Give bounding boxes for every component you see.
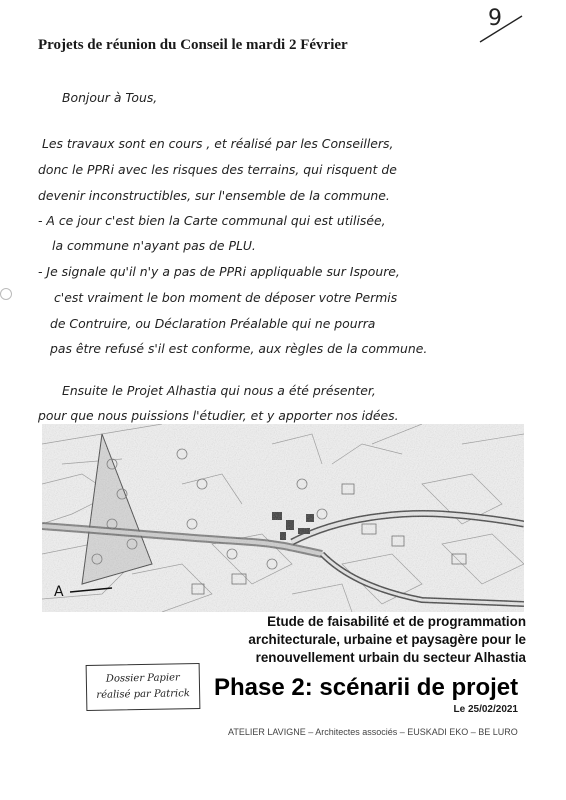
sheet-credits: ATELIER LAVIGNE – Architectes associés – EUSKADI EKO – BE LURO [228, 727, 518, 737]
letter-line: - A ce jour c'est bien la Carte communal qui est utilisée, [38, 213, 386, 228]
site-plan-map [42, 424, 524, 612]
letter-line: - Je signale qu'il n'y a pas de PPRi appliquable sur Ispoure, [38, 264, 400, 279]
study-title-line: Etude de faisabilité et de programmation [267, 614, 526, 629]
study-title-line: renouvellement urbain du secteur Alhastia [255, 650, 526, 665]
page-number: 9 [488, 6, 502, 31]
page-title: Projets de réunion du Conseil le mardi 2 Février [38, 37, 348, 53]
sheet-date: Le 25/02/2021 [453, 704, 518, 715]
letter-line: devenir inconstructibles, sur l'ensemble de la commune. [38, 188, 390, 203]
note-line: Dossier Papier [105, 672, 180, 685]
punch-hole-mark [0, 288, 12, 300]
note-line: réalisé par Patrick [96, 688, 190, 701]
study-title-line: architecturale, urbaine et paysagère pour le [248, 632, 526, 647]
letter-line: pas être refusé s'il est conforme, aux règles de la commune. [50, 341, 428, 356]
north-arrow-label: A [54, 584, 64, 600]
letter-line: Les travaux sont en cours , et réalisé par les Conseillers, [42, 136, 394, 151]
letter-line: c'est vraiment le bon moment de déposer votre Permis [54, 290, 398, 305]
letter-line: pour que nous puissions l'étudier, et y apporter nos idées. [38, 408, 399, 423]
letter-line: la commune n'ayant pas de PLU. [52, 238, 256, 253]
letter-greeting: Bonjour à Tous, [62, 90, 158, 105]
letter-line: Ensuite le Projet Alhastia qui nous a été présenter, [62, 383, 376, 398]
phase-heading: Phase 2: scénarii de projet [214, 674, 519, 701]
letter-line: donc le PPRi avec les risques des terrains, qui risquent de [38, 162, 397, 177]
handwritten-note-box [86, 663, 201, 711]
letter-line: de Contruire, ou Déclaration Préalable qui ne pourra [50, 316, 376, 331]
